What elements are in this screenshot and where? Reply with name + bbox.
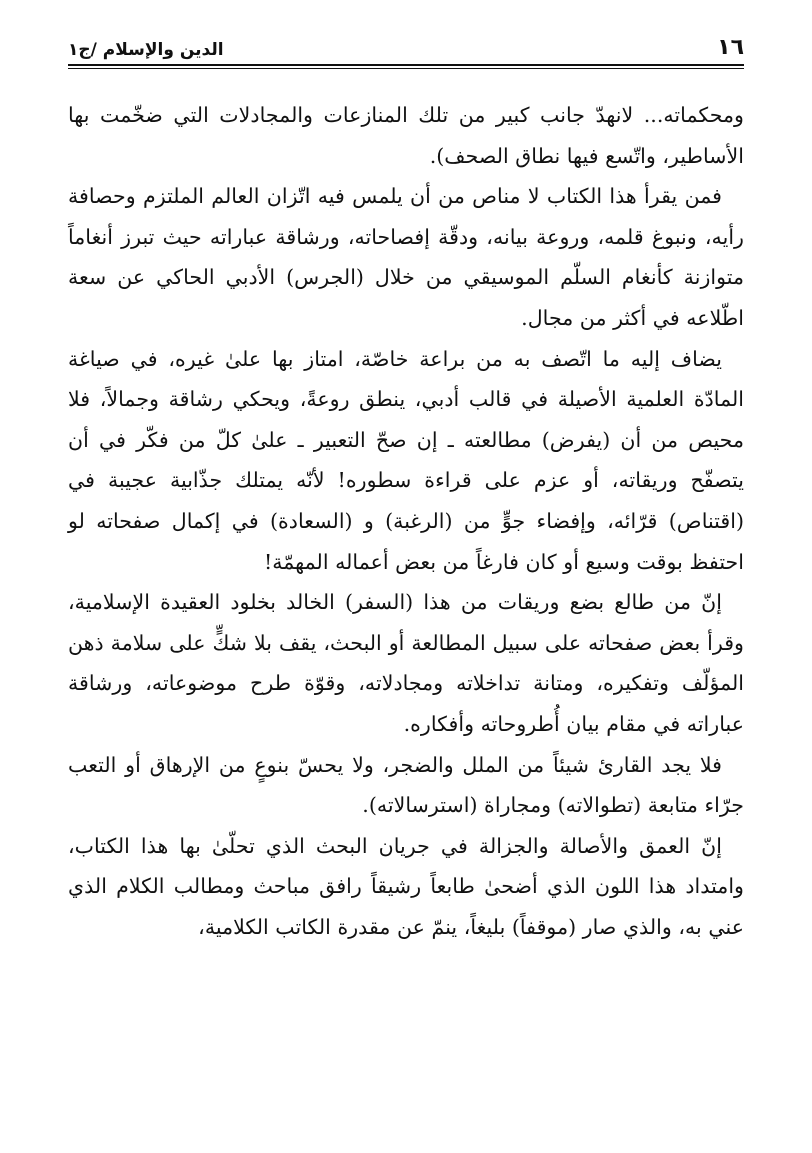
paragraph-1: ومحكماته... لانهدّ جانب كبير من تلك المنازعات والمجادلات التي ضخّمت بها الأساطير، واتّسع فيها نطاق الصحف). <box>68 103 744 168</box>
header-rule-thin <box>68 68 744 69</box>
paragraph-4: إنّ من طالع بضع وريقات من هذا (السفر) الخالد بخلود العقيدة الإسلامية، وقرأ بعض صفحاته على سبيل المطالعة أو البحث، يقف بلا شكٍّ على سلامة ذهن المؤلّف وتفكيره، ومتانة تداخلاته ومجادلاته، وقوّة طرح موضوعاته، ورشاقة عباراته في مقام بيان أُطروحاته وأفكاره. <box>68 590 744 736</box>
body-text <box>68 95 744 947</box>
running-title: الدين والإسلام /ج١ <box>68 40 224 60</box>
page-header <box>68 26 744 60</box>
paragraph-5: فلا يجد القارئ شيئاً من الملل والضجر، ولا يحسّ بنوعٍ من الإرهاق أو التعب جرّاء متابعة (تطوالاته) ومجاراة (استرسالاته). <box>68 752 744 818</box>
page-number: ١٦ <box>717 35 744 60</box>
paragraph-6: إنّ العمق والأصالة والجزالة في جريان البحث الذي تحلّىٰ بها هذا الكتاب، وامتداد هذا اللون الذي أضحىٰ طابعاً رشيقاً رافق مباحث ومطالب الكلام الذي عني به، والذي صار (موقفاً) بليغاً، ينمّ عن مقدرة الكاتب الكلامية، <box>68 833 744 939</box>
paragraph-3: يضاف إليه ما اتّصف به من براعة خاصّة، امتاز بها علىٰ غيره، في صياغة المادّة العلمية الأصيلة في قالب أدبي، ينطق روعةً، ويحكي رشاقة وجمالاً، فلا محيص من أن (يفرض) مطالعته ـ إن صحّ التعبير ـ علىٰ كلّ من فكّر في أن يتصفّح وريقاته، أو عزم على قراءة سطوره! لأنّه يمتلك جذّابية عجيبة في (اقتناص) قرّائه، وإفضاء جوٍّ من (الرغبة) و (السعادة) في إكمال صفحاته لو احتفظ بوقت وسيع أو كان فارغاً من بعض أعماله المهمّة! <box>68 346 744 574</box>
paragraph-2: فمن يقرأ هذا الكتاب لا مناص من أن يلمس فيه اتّزان العالم الملتزم وحصافة رأيه، ونبوغ قلمه، وروعة بيانه، ودقّة إفصاحاته، ورشاقة عباراته حيث تبرز أنغاماً متوازنة كأنغام السلّم الموسيقي من خلال (الجرس) الأدبي الحاكي عن سعة اطّلاعه في أكثر من مجال. <box>68 184 744 330</box>
header-rule-thick <box>68 64 744 66</box>
